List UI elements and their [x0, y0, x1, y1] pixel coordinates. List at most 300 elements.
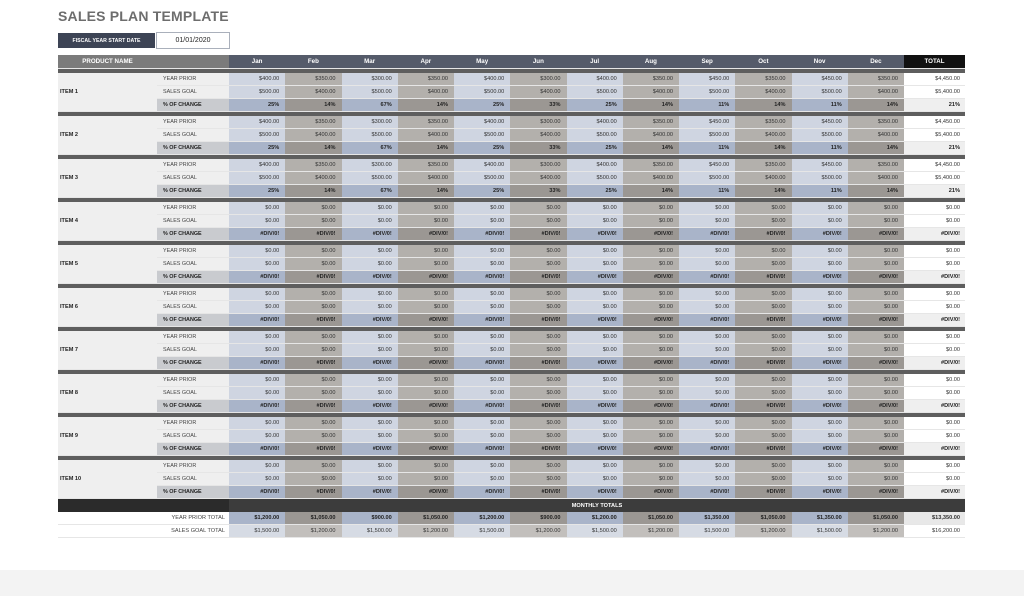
cell-total-pct: 21% — [904, 99, 965, 112]
row-label-goal: SALES GOAL — [157, 258, 229, 271]
cell-prior[interactable]: $0.00 — [735, 331, 791, 344]
cell-goal[interactable]: $0.00 — [679, 473, 735, 486]
cell-prior[interactable]: $350.00 — [848, 116, 904, 129]
cell-prior[interactable]: $0.00 — [679, 288, 735, 301]
item-name[interactable]: ITEM 10 — [58, 460, 157, 499]
cell-prior[interactable]: $0.00 — [285, 417, 341, 430]
cell-goal[interactable]: $500.00 — [342, 172, 398, 185]
monthly-total-cell: $900.00 — [510, 512, 566, 525]
cell-prior[interactable]: $0.00 — [342, 288, 398, 301]
cell-prior[interactable]: $0.00 — [510, 417, 566, 430]
cell-goal[interactable]: $0.00 — [623, 387, 679, 400]
cell-goal[interactable]: $500.00 — [679, 172, 735, 185]
cell-goal[interactable]: $0.00 — [510, 301, 566, 314]
cell-goal[interactable]: $0.00 — [229, 215, 285, 228]
item-name[interactable]: ITEM 7 — [58, 331, 157, 370]
cell-prior[interactable]: $350.00 — [848, 159, 904, 172]
cell-goal[interactable]: $0.00 — [735, 258, 791, 271]
cell-prior[interactable]: $0.00 — [398, 202, 454, 215]
cell-goal[interactable]: $0.00 — [567, 473, 623, 486]
cell-prior[interactable]: $0.00 — [342, 374, 398, 387]
cell-pct: #DIV/0! — [510, 400, 566, 413]
cell-prior[interactable]: $0.00 — [679, 374, 735, 387]
cell-goal[interactable]: $500.00 — [229, 86, 285, 99]
cell-prior[interactable]: $0.00 — [567, 331, 623, 344]
cell-goal[interactable]: $0.00 — [342, 258, 398, 271]
cell-goal[interactable]: $0.00 — [792, 301, 848, 314]
cell-prior[interactable]: $400.00 — [229, 73, 285, 86]
cell-goal[interactable]: $0.00 — [567, 215, 623, 228]
monthly-total-cell: $1,500.00 — [567, 525, 623, 538]
item-name[interactable]: ITEM 3 — [58, 159, 157, 198]
cell-prior[interactable]: $300.00 — [510, 73, 566, 86]
cell-goal[interactable]: $0.00 — [285, 430, 341, 443]
cell-prior[interactable]: $0.00 — [398, 331, 454, 344]
cell-pct: #DIV/0! — [398, 357, 454, 370]
cell-prior[interactable]: $450.00 — [679, 159, 735, 172]
cell-goal[interactable]: $0.00 — [623, 344, 679, 357]
cell-goal[interactable]: $0.00 — [454, 387, 510, 400]
cell-prior[interactable]: $0.00 — [510, 460, 566, 473]
cell-goal[interactable]: $0.00 — [848, 344, 904, 357]
cell-prior[interactable]: $0.00 — [398, 460, 454, 473]
cell-prior[interactable]: $0.00 — [454, 417, 510, 430]
cell-goal[interactable]: $0.00 — [285, 344, 341, 357]
cell-prior[interactable]: $0.00 — [285, 460, 341, 473]
cell-goal[interactable]: $400.00 — [510, 129, 566, 142]
cell-goal[interactable]: $0.00 — [567, 430, 623, 443]
cell-prior[interactable]: $450.00 — [679, 116, 735, 129]
cell-prior[interactable]: $0.00 — [342, 202, 398, 215]
cell-prior[interactable]: $300.00 — [342, 159, 398, 172]
cell-total-pct: 21% — [904, 185, 965, 198]
cell-pct: #DIV/0! — [342, 400, 398, 413]
cell-total-goal: $0.00 — [904, 387, 965, 400]
cell-goal[interactable]: $0.00 — [679, 344, 735, 357]
cell-goal[interactable]: $400.00 — [848, 172, 904, 185]
cell-goal[interactable]: $0.00 — [623, 258, 679, 271]
cell-goal[interactable]: $0.00 — [398, 430, 454, 443]
cell-goal[interactable]: $400.00 — [735, 129, 791, 142]
cell-pct: #DIV/0! — [792, 271, 848, 284]
cell-prior[interactable]: $0.00 — [848, 245, 904, 258]
table-row-pct — [58, 357, 965, 370]
cell-goal[interactable]: $0.00 — [735, 430, 791, 443]
cell-prior[interactable]: $0.00 — [454, 288, 510, 301]
cell-goal[interactable]: $0.00 — [679, 258, 735, 271]
cell-prior[interactable]: $0.00 — [342, 417, 398, 430]
cell-prior[interactable]: $0.00 — [792, 202, 848, 215]
cell-total-pct: #DIV/0! — [904, 486, 965, 499]
cell-goal[interactable]: $0.00 — [229, 344, 285, 357]
cell-goal[interactable]: $500.00 — [229, 129, 285, 142]
cell-prior[interactable]: $0.00 — [567, 417, 623, 430]
cell-goal[interactable]: $0.00 — [342, 387, 398, 400]
cell-goal[interactable]: $0.00 — [679, 387, 735, 400]
cell-pct: 25% — [567, 99, 623, 112]
cell-goal[interactable]: $0.00 — [285, 301, 341, 314]
table-row-prior — [58, 159, 965, 172]
cell-prior[interactable]: $0.00 — [735, 460, 791, 473]
cell-goal[interactable]: $0.00 — [454, 344, 510, 357]
cell-prior[interactable]: $0.00 — [679, 202, 735, 215]
cell-prior[interactable]: $0.00 — [848, 331, 904, 344]
cell-prior[interactable]: $0.00 — [510, 288, 566, 301]
cell-prior[interactable]: $0.00 — [792, 245, 848, 258]
cell-goal[interactable]: $500.00 — [342, 129, 398, 142]
cell-goal[interactable]: $0.00 — [510, 473, 566, 486]
cell-prior[interactable]: $0.00 — [285, 245, 341, 258]
cell-goal[interactable]: $0.00 — [285, 387, 341, 400]
cell-goal[interactable]: $0.00 — [567, 387, 623, 400]
row-label-pct: % OF CHANGE — [157, 357, 229, 370]
cell-goal[interactable]: $500.00 — [679, 129, 735, 142]
cell-goal[interactable]: $400.00 — [510, 86, 566, 99]
cell-prior[interactable]: $450.00 — [792, 116, 848, 129]
cell-goal[interactable]: $500.00 — [792, 86, 848, 99]
cell-prior[interactable]: $0.00 — [623, 417, 679, 430]
cell-total-goal: $0.00 — [904, 430, 965, 443]
cell-prior[interactable]: $0.00 — [735, 245, 791, 258]
cell-prior[interactable]: $400.00 — [454, 159, 510, 172]
cell-prior[interactable]: $0.00 — [792, 460, 848, 473]
cell-prior[interactable]: $400.00 — [229, 159, 285, 172]
cell-prior[interactable]: $0.00 — [285, 374, 341, 387]
cell-goal[interactable]: $0.00 — [229, 387, 285, 400]
cell-goal[interactable]: $500.00 — [342, 86, 398, 99]
cell-goal[interactable]: $0.00 — [454, 258, 510, 271]
cell-prior[interactable]: $0.00 — [735, 374, 791, 387]
monthly-total-cell: $1,200.00 — [454, 512, 510, 525]
cell-goal[interactable]: $0.00 — [285, 258, 341, 271]
cell-goal[interactable]: $0.00 — [398, 473, 454, 486]
monthly-totals-header — [58, 499, 965, 513]
cell-goal[interactable]: $500.00 — [567, 86, 623, 99]
cell-goal[interactable]: $0.00 — [229, 473, 285, 486]
cell-prior[interactable]: $350.00 — [623, 73, 679, 86]
cell-goal[interactable]: $0.00 — [679, 301, 735, 314]
item-name[interactable]: ITEM 6 — [58, 288, 157, 327]
row-label-pct: % OF CHANGE — [157, 486, 229, 499]
cell-goal[interactable]: $400.00 — [510, 172, 566, 185]
cell-prior[interactable]: $0.00 — [623, 288, 679, 301]
cell-goal[interactable]: $500.00 — [567, 129, 623, 142]
cell-goal[interactable]: $0.00 — [792, 430, 848, 443]
cell-total-goal: $0.00 — [904, 473, 965, 486]
cell-prior[interactable]: $0.00 — [342, 245, 398, 258]
cell-goal[interactable]: $0.00 — [567, 258, 623, 271]
row-label-goal: SALES GOAL — [157, 172, 229, 185]
cell-prior[interactable]: $350.00 — [735, 159, 791, 172]
cell-goal[interactable]: $0.00 — [848, 430, 904, 443]
cell-goal[interactable]: $0.00 — [735, 301, 791, 314]
cell-prior[interactable]: $0.00 — [229, 374, 285, 387]
cell-goal[interactable]: $0.00 — [792, 473, 848, 486]
cell-prior[interactable]: $0.00 — [567, 374, 623, 387]
cell-pct: 14% — [735, 99, 791, 112]
cell-prior[interactable]: $350.00 — [398, 159, 454, 172]
cell-goal[interactable]: $0.00 — [342, 301, 398, 314]
cell-prior[interactable]: $0.00 — [454, 460, 510, 473]
cell-goal[interactable]: $0.00 — [229, 258, 285, 271]
cell-prior[interactable]: $0.00 — [735, 288, 791, 301]
cell-goal[interactable]: $400.00 — [285, 86, 341, 99]
cell-goal[interactable]: $400.00 — [848, 129, 904, 142]
cell-prior[interactable]: $0.00 — [510, 331, 566, 344]
cell-prior[interactable]: $350.00 — [285, 116, 341, 129]
cell-prior[interactable]: $350.00 — [623, 159, 679, 172]
cell-prior[interactable]: $0.00 — [398, 288, 454, 301]
cell-prior[interactable]: $0.00 — [285, 202, 341, 215]
cell-goal[interactable]: $0.00 — [848, 387, 904, 400]
cell-goal[interactable]: $0.00 — [342, 473, 398, 486]
cell-goal[interactable]: $0.00 — [454, 430, 510, 443]
monthly-total-cell: $1,200.00 — [567, 512, 623, 525]
cell-goal[interactable]: $500.00 — [229, 172, 285, 185]
cell-goal[interactable]: $0.00 — [229, 301, 285, 314]
cell-goal[interactable]: $0.00 — [454, 215, 510, 228]
cell-prior[interactable]: $400.00 — [567, 116, 623, 129]
item-name[interactable]: ITEM 5 — [58, 245, 157, 284]
cell-goal[interactable]: $0.00 — [792, 215, 848, 228]
cell-prior[interactable]: $400.00 — [567, 73, 623, 86]
cell-goal[interactable]: $0.00 — [735, 215, 791, 228]
cell-pct: #DIV/0! — [229, 314, 285, 327]
cell-prior[interactable]: $0.00 — [229, 288, 285, 301]
monthly-total-cell: $1,200.00 — [623, 525, 679, 538]
cell-goal[interactable]: $0.00 — [342, 344, 398, 357]
monthly-total-cell: $1,500.00 — [792, 525, 848, 538]
cell-goal[interactable]: $0.00 — [848, 258, 904, 271]
cell-pct: 25% — [229, 142, 285, 155]
cell-pct: #DIV/0! — [567, 443, 623, 456]
cell-prior[interactable]: $450.00 — [679, 73, 735, 86]
item-name[interactable]: ITEM 1 — [58, 73, 157, 112]
cell-prior[interactable]: $0.00 — [792, 288, 848, 301]
cell-total-pct: #DIV/0! — [904, 228, 965, 241]
cell-prior[interactable]: $0.00 — [679, 245, 735, 258]
cell-goal[interactable]: $400.00 — [285, 129, 341, 142]
cell-total-prior: $4,450.00 — [904, 73, 965, 86]
cell-goal[interactable]: $400.00 — [398, 172, 454, 185]
table-row-prior — [58, 245, 965, 258]
cell-prior[interactable]: $300.00 — [342, 73, 398, 86]
cell-goal[interactable]: $0.00 — [510, 258, 566, 271]
cell-prior[interactable]: $0.00 — [735, 417, 791, 430]
cell-pct: 11% — [792, 185, 848, 198]
header-blank — [157, 55, 229, 69]
cell-prior[interactable]: $0.00 — [623, 460, 679, 473]
cell-prior[interactable]: $400.00 — [567, 159, 623, 172]
cell-goal[interactable]: $0.00 — [398, 215, 454, 228]
cell-prior[interactable]: $0.00 — [454, 202, 510, 215]
cell-goal[interactable]: $0.00 — [792, 258, 848, 271]
cell-prior[interactable]: $300.00 — [510, 116, 566, 129]
cell-prior[interactable]: $300.00 — [342, 116, 398, 129]
monthly-total-cell: $1,050.00 — [735, 512, 791, 525]
cell-goal[interactable]: $0.00 — [510, 344, 566, 357]
cell-prior[interactable]: $0.00 — [229, 202, 285, 215]
cell-goal[interactable]: $400.00 — [398, 86, 454, 99]
cell-prior[interactable]: $350.00 — [398, 73, 454, 86]
cell-prior[interactable]: $350.00 — [735, 116, 791, 129]
cell-pct: #DIV/0! — [285, 271, 341, 284]
cell-prior[interactable]: $0.00 — [229, 245, 285, 258]
cell-prior[interactable]: $0.00 — [679, 417, 735, 430]
cell-prior[interactable]: $0.00 — [623, 245, 679, 258]
cell-goal[interactable]: $0.00 — [567, 344, 623, 357]
cell-goal[interactable]: $0.00 — [735, 344, 791, 357]
cell-prior[interactable]: $350.00 — [848, 73, 904, 86]
item-name[interactable]: ITEM 8 — [58, 374, 157, 413]
cell-prior[interactable]: $350.00 — [285, 159, 341, 172]
cell-goal[interactable]: $400.00 — [848, 86, 904, 99]
cell-prior[interactable]: $0.00 — [398, 374, 454, 387]
cell-prior[interactable]: $450.00 — [792, 73, 848, 86]
cell-prior[interactable]: $450.00 — [792, 159, 848, 172]
cell-prior[interactable]: $400.00 — [229, 116, 285, 129]
header-month: Sep — [679, 55, 735, 69]
cell-goal[interactable]: $0.00 — [792, 344, 848, 357]
cell-goal[interactable]: $0.00 — [792, 387, 848, 400]
cell-goal[interactable]: $500.00 — [792, 129, 848, 142]
cell-goal[interactable]: $0.00 — [398, 301, 454, 314]
cell-goal[interactable]: $500.00 — [567, 172, 623, 185]
cell-goal[interactable]: $400.00 — [735, 86, 791, 99]
cell-prior[interactable]: $300.00 — [510, 159, 566, 172]
cell-total-prior: $0.00 — [904, 374, 965, 387]
cell-prior[interactable]: $0.00 — [510, 245, 566, 258]
cell-goal[interactable]: $400.00 — [623, 172, 679, 185]
cell-prior[interactable]: $0.00 — [679, 460, 735, 473]
cell-pct: #DIV/0! — [792, 400, 848, 413]
fiscal-year-input[interactable]: 01/01/2020 — [156, 32, 230, 49]
cell-prior[interactable]: $0.00 — [454, 331, 510, 344]
cell-pct: 14% — [398, 99, 454, 112]
cell-prior[interactable]: $0.00 — [567, 245, 623, 258]
cell-prior[interactable]: $0.00 — [848, 417, 904, 430]
cell-prior[interactable]: $0.00 — [792, 417, 848, 430]
cell-goal[interactable]: $0.00 — [623, 473, 679, 486]
cell-prior[interactable]: $0.00 — [623, 331, 679, 344]
cell-goal[interactable]: $0.00 — [342, 430, 398, 443]
cell-goal[interactable]: $0.00 — [398, 387, 454, 400]
cell-goal[interactable]: $400.00 — [398, 129, 454, 142]
cell-goal[interactable]: $0.00 — [398, 258, 454, 271]
cell-prior[interactable]: $0.00 — [454, 374, 510, 387]
cell-pct: #DIV/0! — [679, 228, 735, 241]
cell-prior[interactable]: $0.00 — [342, 331, 398, 344]
cell-prior[interactable]: $350.00 — [285, 73, 341, 86]
cell-goal[interactable]: $0.00 — [454, 473, 510, 486]
cell-goal[interactable]: $400.00 — [623, 129, 679, 142]
cell-goal[interactable]: $0.00 — [848, 473, 904, 486]
cell-goal[interactable]: $0.00 — [510, 430, 566, 443]
cell-goal[interactable]: $400.00 — [285, 172, 341, 185]
cell-prior[interactable]: $0.00 — [285, 288, 341, 301]
table-row-goal — [58, 301, 965, 314]
cell-prior[interactable]: $0.00 — [735, 202, 791, 215]
cell-prior[interactable]: $0.00 — [398, 245, 454, 258]
cell-goal[interactable]: $0.00 — [510, 387, 566, 400]
cell-prior[interactable]: $0.00 — [510, 202, 566, 215]
cell-pct: 14% — [848, 185, 904, 198]
cell-goal[interactable]: $500.00 — [454, 129, 510, 142]
cell-prior[interactable]: $0.00 — [679, 331, 735, 344]
cell-prior[interactable]: $0.00 — [229, 417, 285, 430]
cell-goal[interactable]: $500.00 — [454, 172, 510, 185]
cell-prior[interactable]: $0.00 — [285, 331, 341, 344]
cell-prior[interactable]: $0.00 — [229, 331, 285, 344]
cell-goal[interactable]: $0.00 — [285, 215, 341, 228]
cell-pct: #DIV/0! — [342, 271, 398, 284]
cell-goal[interactable]: $400.00 — [735, 172, 791, 185]
cell-goal[interactable]: $0.00 — [623, 430, 679, 443]
cell-goal[interactable]: $0.00 — [848, 215, 904, 228]
cell-prior[interactable]: $350.00 — [623, 116, 679, 129]
cell-prior[interactable]: $0.00 — [792, 331, 848, 344]
cell-goal[interactable]: $0.00 — [285, 473, 341, 486]
cell-prior[interactable]: $0.00 — [848, 288, 904, 301]
cell-prior[interactable]: $0.00 — [848, 202, 904, 215]
item-name[interactable]: ITEM 2 — [58, 116, 157, 155]
cell-goal[interactable]: $0.00 — [623, 215, 679, 228]
cell-goal[interactable]: $500.00 — [679, 86, 735, 99]
cell-prior[interactable]: $0.00 — [229, 460, 285, 473]
cell-goal[interactable]: $0.00 — [735, 473, 791, 486]
cell-goal[interactable]: $0.00 — [735, 387, 791, 400]
cell-goal[interactable]: $0.00 — [229, 430, 285, 443]
cell-goal[interactable]: $0.00 — [454, 301, 510, 314]
cell-prior[interactable]: $0.00 — [623, 374, 679, 387]
cell-goal[interactable]: $500.00 — [454, 86, 510, 99]
cell-goal[interactable]: $0.00 — [623, 301, 679, 314]
item-name[interactable]: ITEM 9 — [58, 417, 157, 456]
cell-goal[interactable]: $0.00 — [510, 215, 566, 228]
cell-prior[interactable]: $0.00 — [567, 202, 623, 215]
cell-prior[interactable]: $0.00 — [342, 460, 398, 473]
cell-prior[interactable]: $0.00 — [792, 374, 848, 387]
cell-goal[interactable]: $0.00 — [342, 215, 398, 228]
cell-goal[interactable]: $0.00 — [567, 301, 623, 314]
cell-goal[interactable]: $0.00 — [398, 344, 454, 357]
cell-pct: #DIV/0! — [567, 400, 623, 413]
monthly-total-cell: $1,200.00 — [510, 525, 566, 538]
cell-goal[interactable]: $400.00 — [623, 86, 679, 99]
cell-prior[interactable]: $0.00 — [398, 417, 454, 430]
cell-goal[interactable]: $0.00 — [679, 215, 735, 228]
cell-total-prior: $0.00 — [904, 331, 965, 344]
row-label-prior: YEAR PRIOR — [157, 374, 229, 387]
cell-prior[interactable]: $0.00 — [848, 374, 904, 387]
cell-goal[interactable]: $500.00 — [792, 172, 848, 185]
item-name[interactable]: ITEM 4 — [58, 202, 157, 241]
cell-prior[interactable]: $0.00 — [510, 374, 566, 387]
cell-prior[interactable]: $0.00 — [567, 460, 623, 473]
cell-prior[interactable]: $400.00 — [454, 116, 510, 129]
cell-prior[interactable]: $0.00 — [454, 245, 510, 258]
cell-prior[interactable]: $350.00 — [398, 116, 454, 129]
cell-prior[interactable]: $350.00 — [735, 73, 791, 86]
cell-prior[interactable]: $0.00 — [848, 460, 904, 473]
cell-goal[interactable]: $0.00 — [679, 430, 735, 443]
cell-goal[interactable]: $0.00 — [848, 301, 904, 314]
cell-prior[interactable]: $0.00 — [623, 202, 679, 215]
cell-pct: #DIV/0! — [398, 400, 454, 413]
cell-prior[interactable]: $0.00 — [567, 288, 623, 301]
table-row-pct — [58, 185, 965, 198]
cell-prior[interactable]: $400.00 — [454, 73, 510, 86]
